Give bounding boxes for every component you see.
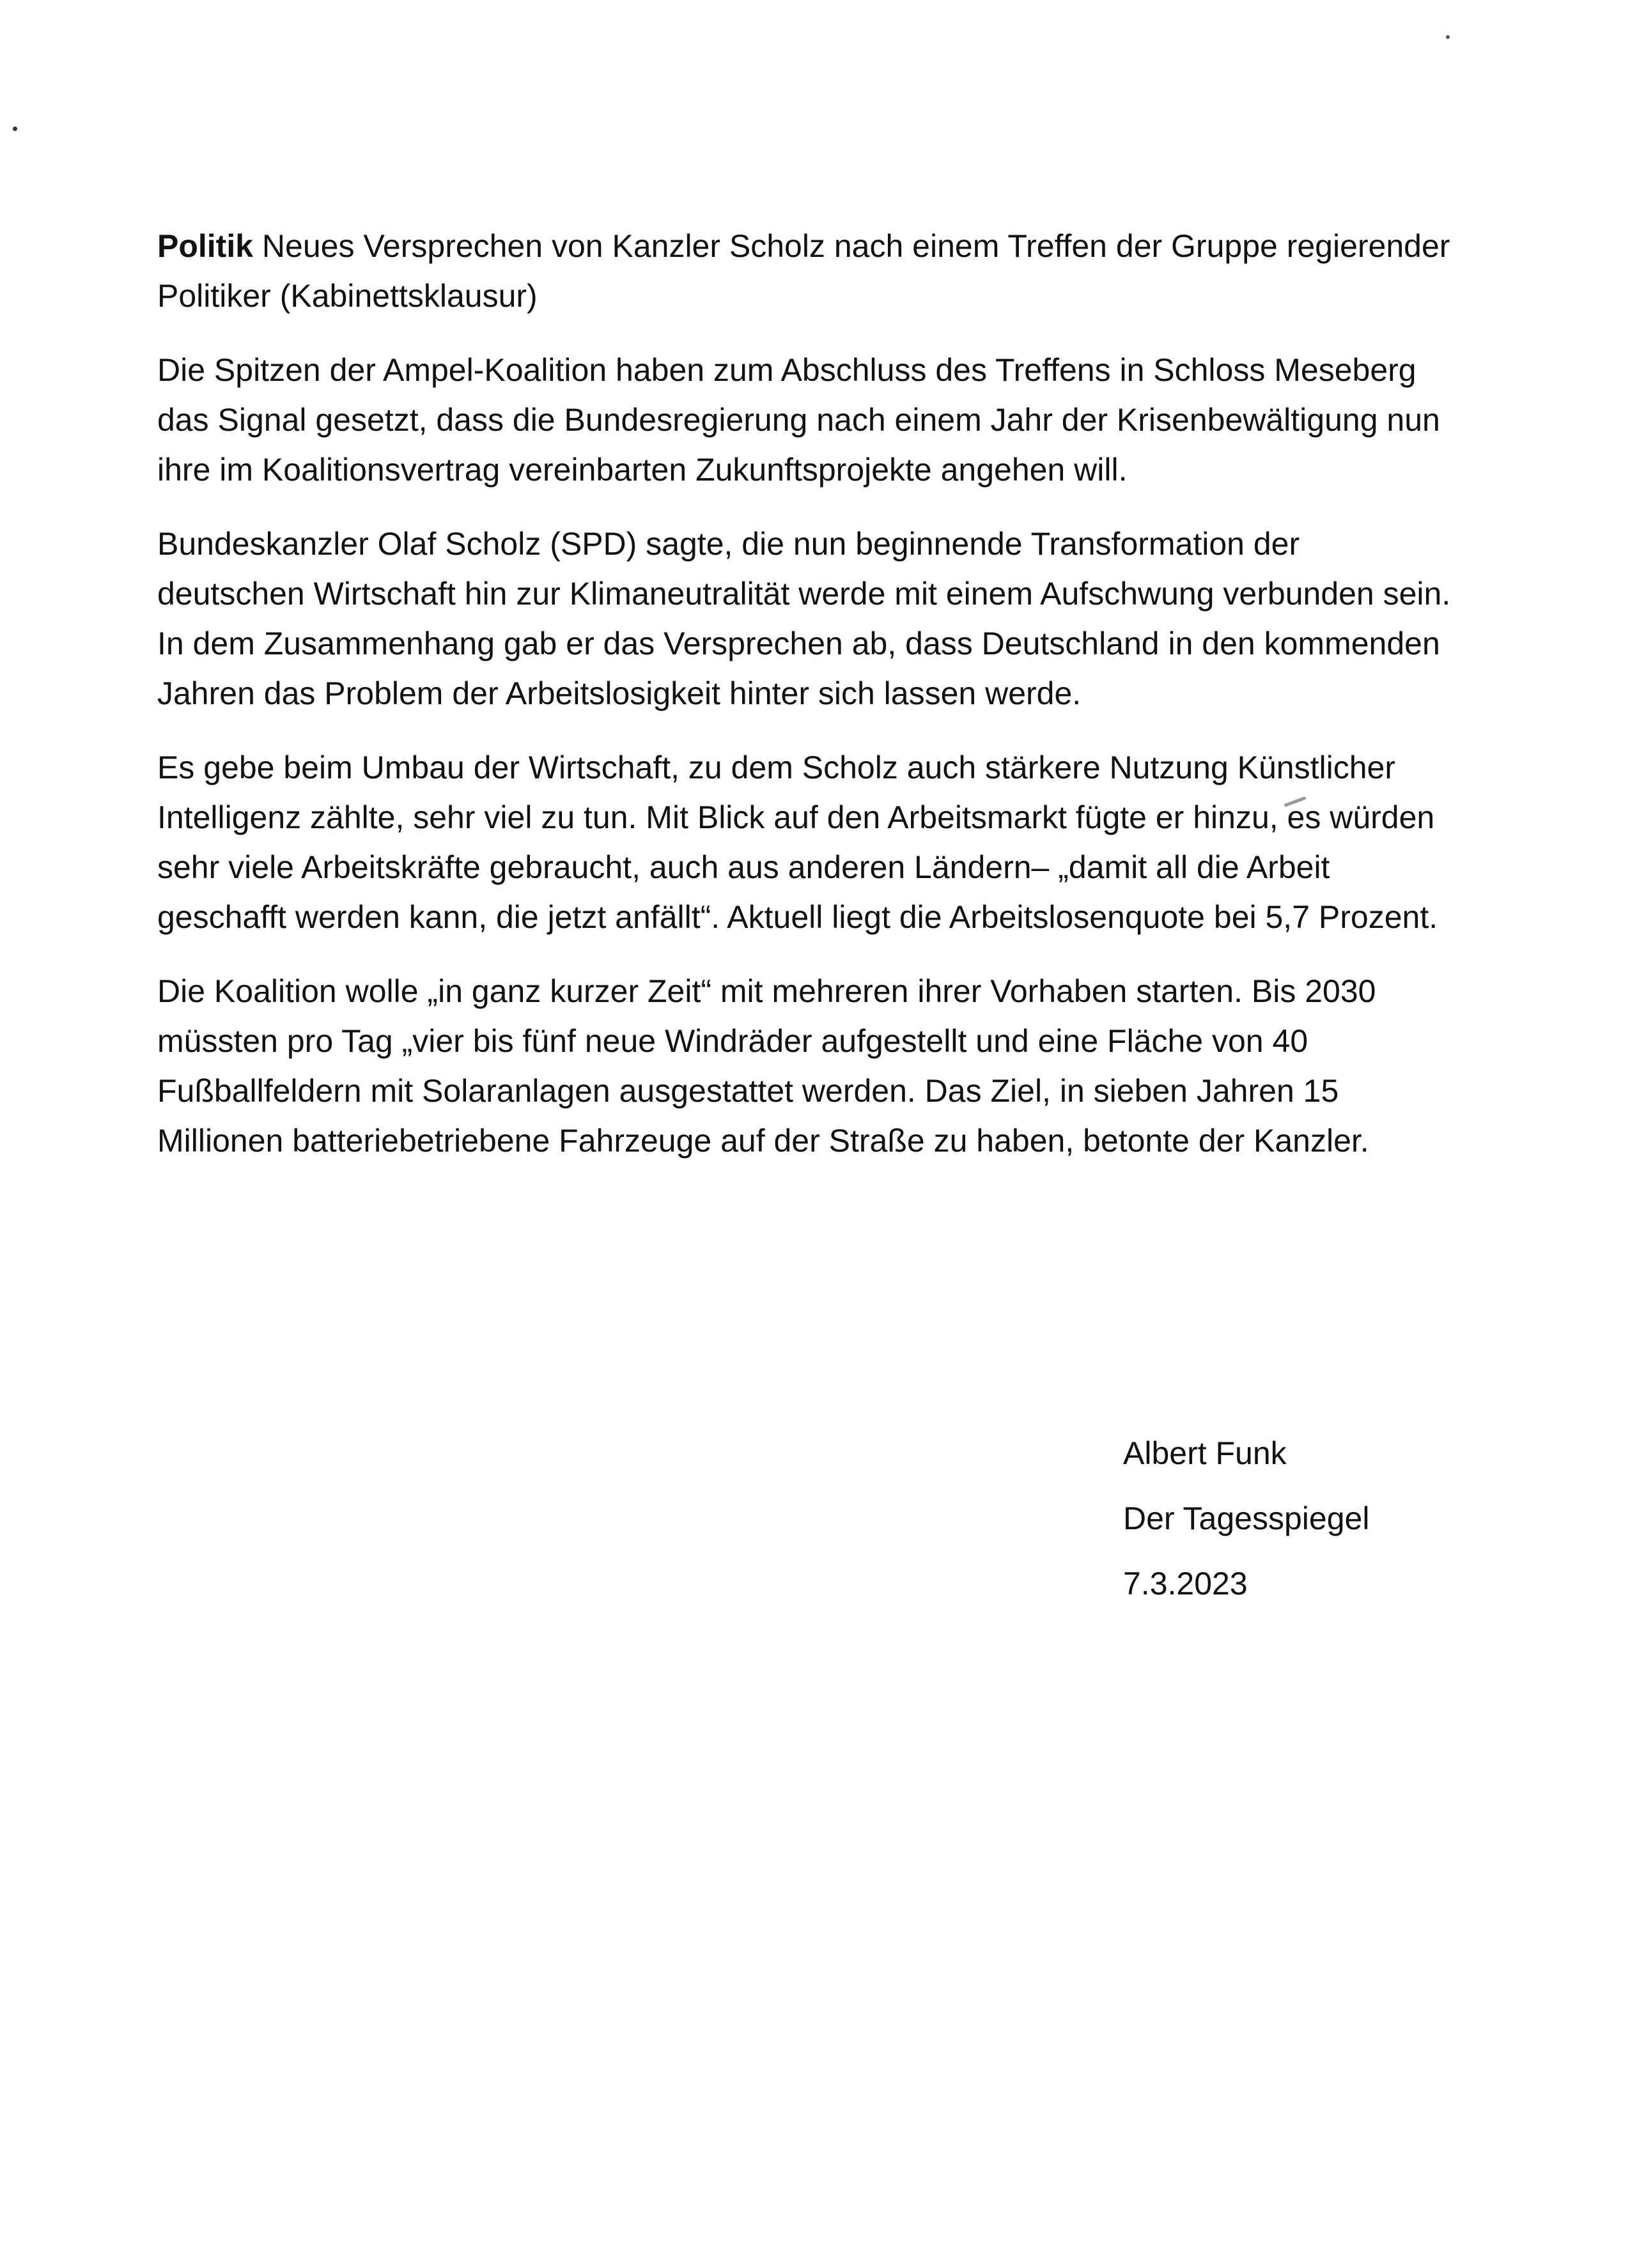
paragraph-3: Es gebe beim Umbau der Wirtschaft, zu dem Scholz auch stärkere Nutzung Künstlicher Intelligenz zählte, sehr viel zu tun. Mit Blick auf den Arbeitsmarkt fügte er hinzu, es würden sehr viele Arbeitskräfte gebraucht, auch aus anderen Ländern– „damit all die Arbeit geschafft werden kann, die jetzt anfällt“. Aktuell liegt die Arbeitslosenquote bei 5,7 Prozent. (157, 750, 1438, 935)
author-name: Albert Funk (1123, 1435, 1287, 1471)
paragraph-4: Die Koalition wolle „in ganz kurzer Zeit“ mit mehreren ihrer Vorhaben starten. Bis 2030 müssten pro Tag „vier bis fünf neue Windräder aufgestellt und eine Fläche von 40 Fußballfeldern mit Solaranlagen ausgestattet werden. Das Ziel, in sieben Jahren 15 Millionen batteriebetriebene Fahrzeuge auf der Straße zu haben, betonte der Kanzler. (157, 973, 1376, 1159)
paragraph-2: Bundeskanzler Olaf Scholz (SPD) sagte, die nun beginnende Transformation der deutschen Wirtschaft hin zur Klimaneutralität werde mit einem Aufschwung verbunden sein. In dem Zusammenhang gab er das Versprechen ab, dass Deutschland in den kommenden Jahren das Problem der Arbeitslosigkeit hinter sich lassen werde. (157, 526, 1451, 711)
article-headline (157, 221, 1455, 321)
headline-text: Neues Versprechen von Kanzler Scholz nach einem Treffen der Gruppe regierender Politiker (Kabinettsklausur) (157, 228, 1450, 314)
article-body (157, 221, 1455, 1190)
signature-block (1123, 1434, 1507, 1630)
section-kicker: Politik (157, 228, 254, 264)
publication-name: Der Tagesspiegel (1123, 1500, 1370, 1536)
scan-speck (13, 127, 17, 131)
paragraph-1: Die Spitzen der Ampel-Koalition haben zum Abschluss des Treffens in Schloss Meseberg das Signal gesetzt, dass die Bundesregierung nach einem Jahr der Krisenbewältigung nun ihre im Koalitionsvertrag vereinbarten Zukunftsprojekte angehen will. (157, 352, 1440, 488)
scan-speck (1446, 35, 1450, 39)
publication-date: 7.3.2023 (1123, 1566, 1248, 1601)
